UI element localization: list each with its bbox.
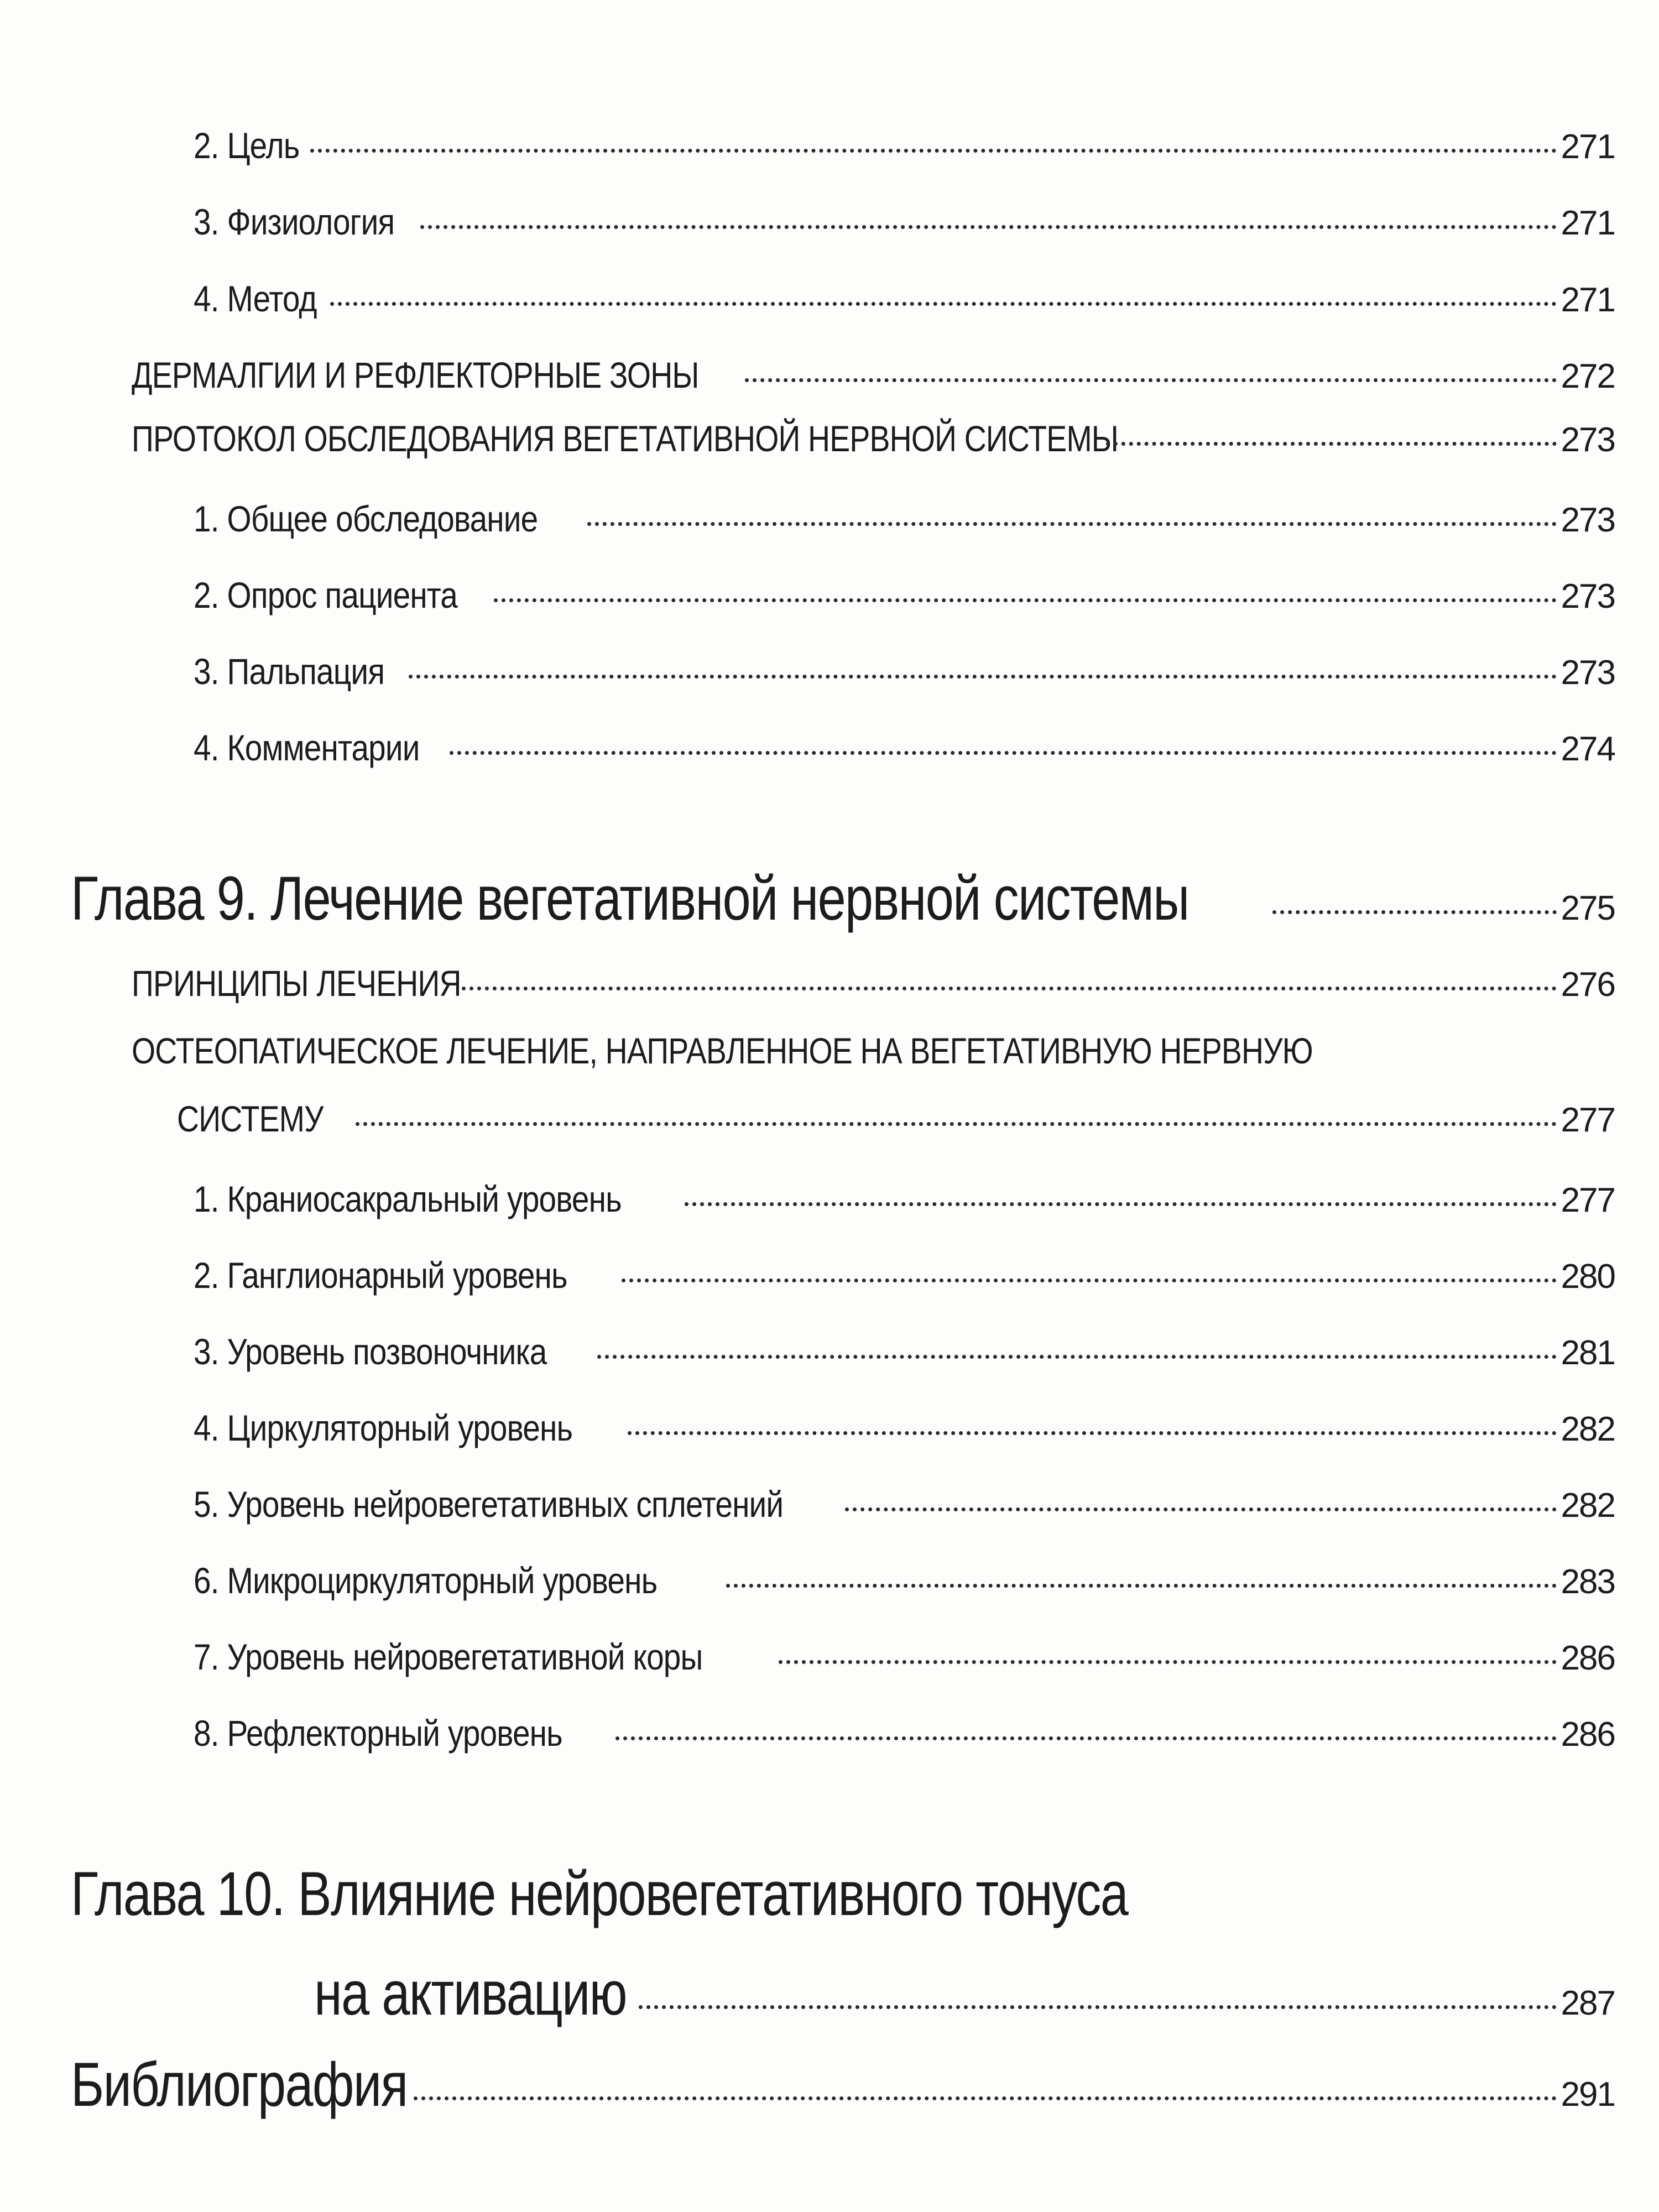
- toc-chapter-entry[interactable]: [314, 1958, 1615, 2029]
- toc-entry[interactable]: [194, 201, 1615, 243]
- toc-entry-page: 277: [1561, 1181, 1615, 1219]
- toc-entry-title: 7. Уровень нейровегетативной коры: [194, 1636, 703, 1677]
- toc-entry[interactable]: [194, 1483, 1615, 1525]
- toc-entry[interactable]: [194, 278, 1615, 320]
- toc-entry-page: 282: [1561, 1410, 1615, 1448]
- toc-entry-page: 283: [1561, 1563, 1615, 1601]
- toc-entry-title: 8. Рефлекторный уровень: [194, 1713, 562, 1754]
- toc-entry-title: 3. Пальпация: [194, 651, 385, 692]
- dot-leader: [726, 1584, 1557, 1588]
- toc-section-title-cont: СИСТЕМУ: [177, 1098, 324, 1139]
- toc-entry-page: 277: [1561, 1101, 1615, 1139]
- toc-entry[interactable]: [194, 727, 1615, 769]
- dot-leader: [628, 1431, 1557, 1435]
- dot-leader: [1272, 910, 1556, 914]
- dot-leader: [409, 675, 1556, 679]
- dot-leader: [414, 2096, 1556, 2100]
- toc-entry-page: 274: [1561, 730, 1615, 768]
- toc-entry-page: 281: [1561, 1334, 1615, 1372]
- dot-leader: [356, 1122, 1557, 1126]
- dot-leader: [779, 1660, 1556, 1664]
- toc-entry-title: 2. Опрос пациента: [194, 575, 458, 615]
- toc-section-entry[interactable]: [177, 1098, 1615, 1140]
- toc-entry-title: 4. Метод: [194, 278, 317, 319]
- toc-entry-page: 275: [1561, 889, 1615, 927]
- dot-leader: [639, 2005, 1557, 2009]
- toc-entry-page: 271: [1561, 128, 1615, 166]
- dot-leader: [450, 751, 1556, 755]
- toc-entry-title: 1. Общее обследование: [194, 498, 538, 539]
- dot-leader: [330, 302, 1557, 306]
- toc-section-entry[interactable]: [132, 962, 1615, 1004]
- toc-entry-title: 2. Ганглионарный уровень: [194, 1255, 567, 1296]
- dot-leader: [745, 378, 1557, 382]
- toc-entry-title: 4. Комментарии: [194, 727, 420, 768]
- toc-entry-title: 1. Краниосакральный уровень: [194, 1178, 622, 1219]
- toc-entry-page: 273: [1561, 421, 1615, 459]
- dot-leader: [622, 1279, 1557, 1282]
- toc-entry[interactable]: [194, 1178, 1615, 1220]
- toc-entry[interactable]: [194, 574, 1615, 616]
- toc-bibliography-entry[interactable]: [71, 2049, 1615, 2120]
- toc-chapter-title: Глава 10. Влияние нейровегетативного тонуса: [71, 1859, 1128, 1928]
- toc-entry-page: 286: [1561, 1715, 1615, 1754]
- dot-leader: [615, 1736, 1556, 1740]
- dot-leader: [685, 1202, 1557, 1206]
- toc-entry-page: 273: [1561, 501, 1615, 539]
- toc-entry[interactable]: [194, 1559, 1615, 1601]
- dot-leader: [597, 1355, 1556, 1359]
- toc-bibliography-title: Библиография: [71, 2050, 408, 2119]
- toc-entry[interactable]: [194, 1331, 1615, 1373]
- toc-entry-page: 273: [1561, 577, 1615, 615]
- toc-entry-title: 5. Уровень нейровегетативных сплетений: [194, 1484, 784, 1525]
- toc-chapter-title-cont: на активацию: [314, 1959, 627, 2028]
- dot-leader: [310, 149, 1557, 153]
- toc-entry-title: 2. Цель: [194, 125, 300, 166]
- toc-entry[interactable]: [194, 124, 1615, 166]
- toc-entry[interactable]: [194, 1636, 1615, 1678]
- toc-section-title: ПРОТОКОЛ ОБСЛЕДОВАНИЯ ВЕГЕТАТИВНОЙ НЕРВНОЙ СИСТЕМЫ: [132, 418, 1119, 459]
- toc-entry[interactable]: [194, 1407, 1615, 1449]
- toc-chapter-title: Глава 9. Лечение вегетативной нервной системы: [71, 864, 1189, 933]
- dot-leader: [420, 225, 1556, 229]
- toc-entry[interactable]: [194, 498, 1615, 540]
- toc-entry-page: 282: [1561, 1486, 1615, 1525]
- toc-entry-title: 6. Микроциркуляторный уровень: [194, 1560, 658, 1601]
- toc-entry-page: 291: [1561, 2075, 1615, 2114]
- dot-leader: [845, 1507, 1557, 1511]
- toc-entry-page: 280: [1561, 1258, 1615, 1296]
- dot-leader: [462, 987, 1556, 990]
- toc-chapter-entry[interactable]: [71, 863, 1615, 934]
- toc-entry-page: 286: [1561, 1639, 1615, 1677]
- toc-section-title: ПРИНЦИПЫ ЛЕЧЕНИЯ: [132, 963, 461, 1004]
- toc-entry-title: 4. Циркуляторный уровень: [194, 1407, 573, 1448]
- toc-section-title: ОСТЕОПАТИЧЕСКОЕ ЛЕЧЕНИЕ, НАПРАВЛЕННОЕ НА ВЕГЕТАТИВНУЮ НЕРВНУЮ: [132, 1030, 1313, 1071]
- toc-entry-title: 3. Физиология: [194, 201, 395, 242]
- toc-section-title: ДЕРМАЛГИИ И РЕФЛЕКТОРНЫЕ ЗОНЫ: [132, 354, 699, 395]
- toc-section-entry[interactable]: [132, 354, 1615, 396]
- dot-leader: [587, 522, 1557, 526]
- toc-entry-page: 271: [1561, 204, 1615, 242]
- dot-leader: [1106, 442, 1557, 446]
- toc-section-entry[interactable]: [132, 418, 1615, 460]
- toc-entry[interactable]: [194, 1712, 1615, 1754]
- toc-entry[interactable]: [194, 650, 1615, 692]
- toc-entry-page: 273: [1561, 654, 1615, 692]
- dot-leader: [494, 598, 1557, 602]
- toc-entry[interactable]: [194, 1254, 1615, 1296]
- toc-entry-page: 287: [1561, 1984, 1615, 2022]
- toc-entry-title: 3. Уровень позвоночника: [194, 1331, 547, 1372]
- toc-entry-page: 276: [1561, 966, 1615, 1004]
- toc-entry-page: 271: [1561, 281, 1615, 319]
- toc-entry-page: 272: [1561, 357, 1615, 395]
